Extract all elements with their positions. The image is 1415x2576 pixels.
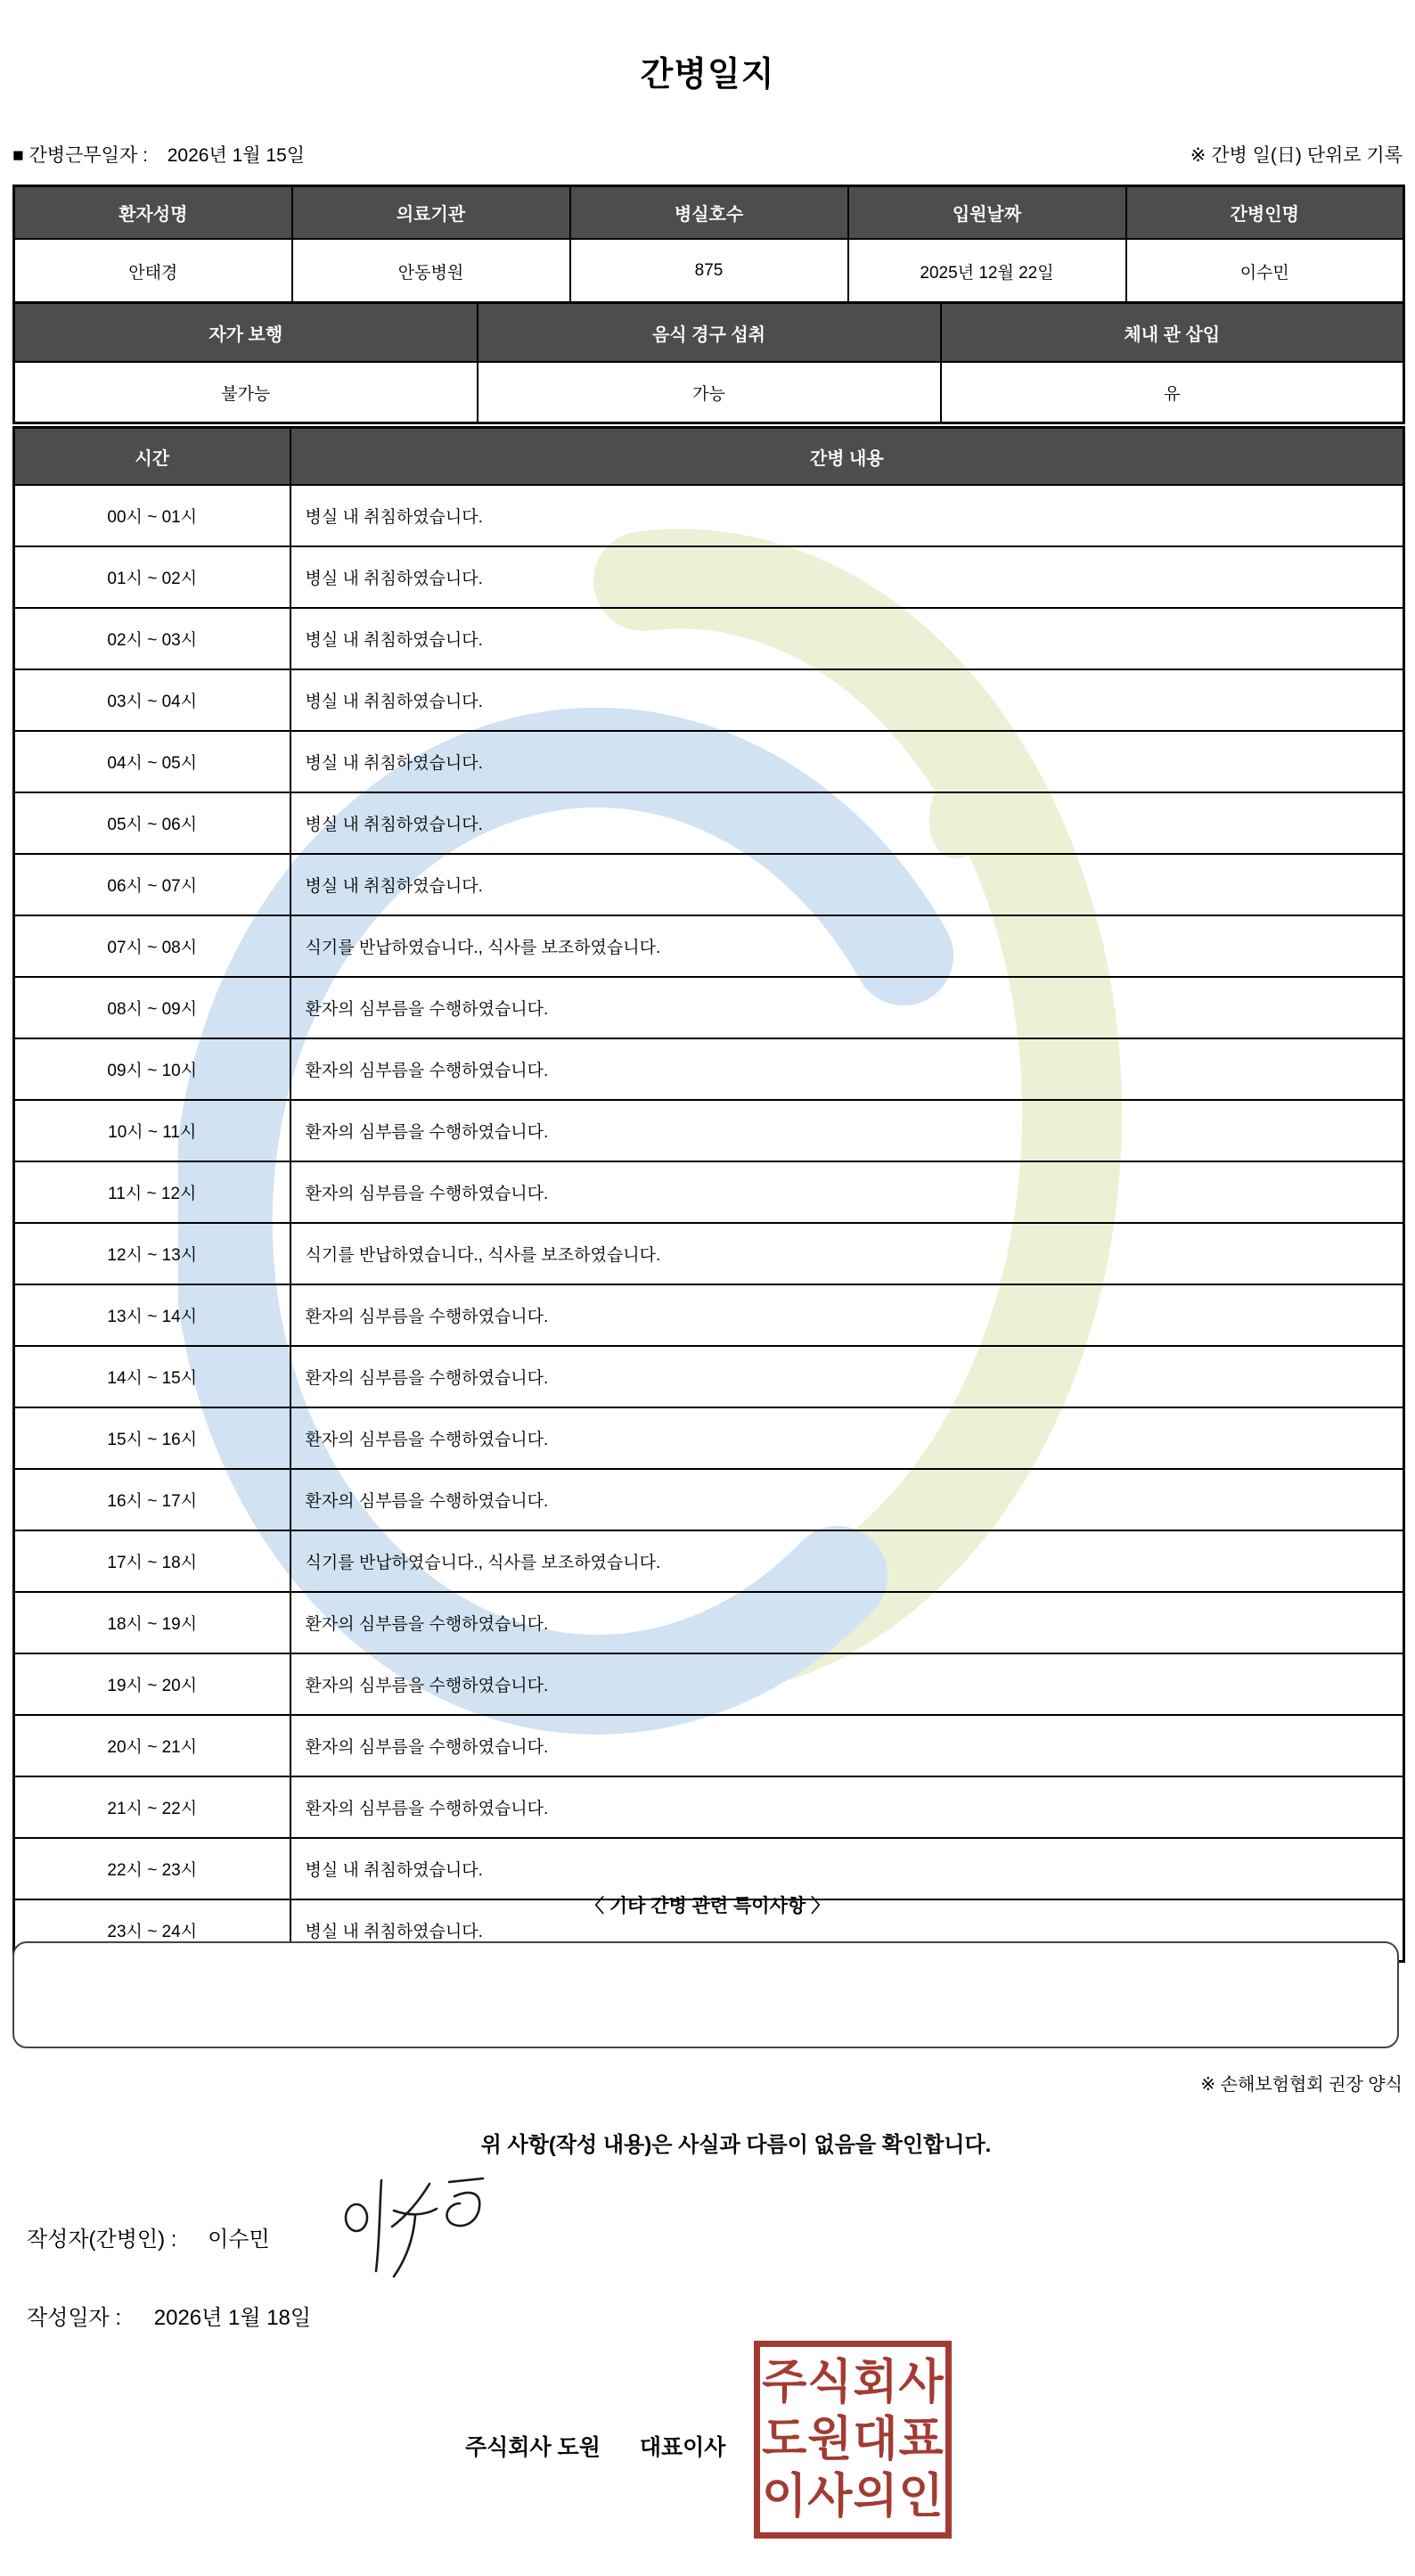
care-row-content: 병실 내 취침하였습니다. (290, 731, 1404, 792)
stamp-line-3: 이사의인 (761, 2470, 945, 2523)
care-row-time: 15시 ~ 16시 (14, 1407, 290, 1469)
care-row (14, 1223, 1404, 1284)
care-row-content: 환자의 심부름을 수행하였습니다. (290, 1038, 1404, 1100)
care-row-content: 병실 내 취침하였습니다. (290, 546, 1404, 608)
care-row-time: 11시 ~ 12시 (14, 1161, 290, 1223)
care-row-time: 12시 ~ 13시 (14, 1223, 290, 1284)
care-row (14, 1161, 1404, 1223)
care-header-row (14, 428, 1404, 486)
care-row-content: 환자의 심부름을 수행하였습니다. (290, 1407, 1404, 1469)
oral-intake-value: 가능 (478, 362, 941, 423)
header-caregiver-name: 간병인명 (1126, 186, 1404, 240)
care-row (14, 1038, 1404, 1100)
care-row-content: 식기를 반납하였습니다., 식사를 보조하였습니다. (290, 1530, 1404, 1592)
header-oral-intake: 음식 경구 섭취 (478, 303, 941, 363)
care-row-content: 환자의 심부름을 수행하였습니다. (290, 977, 1404, 1038)
care-table-body (14, 485, 1404, 1962)
care-row-time: 07시 ~ 08시 (14, 915, 290, 977)
confirmation-statement: 위 사항(작성 내용)은 사실과 다름이 없음을 확인합니다. (480, 2133, 992, 2157)
care-row-content: 병실 내 취침하였습니다. (290, 669, 1404, 731)
stamp-line-2: 도원대표 (761, 2413, 945, 2465)
care-row-content: 환자의 심부름을 수행하였습니다. (290, 1592, 1404, 1653)
care-row (14, 1592, 1404, 1653)
care-row-content: 환자의 심부름을 수행하였습니다. (290, 1284, 1404, 1346)
header-time: 시간 (14, 428, 290, 486)
hospital-name: 안동병원 (292, 239, 570, 304)
care-row-time: 08시 ~ 09시 (14, 977, 290, 1038)
care-row (14, 1407, 1404, 1469)
care-row-content: 환자의 심부름을 수행하였습니다. (290, 1469, 1404, 1530)
care-row-content: 환자의 심부름을 수행하였습니다. (290, 1161, 1404, 1223)
header-self-walking: 자가 보행 (14, 303, 478, 363)
care-row (14, 1530, 1404, 1592)
stamp-line-1: 주식회사 (761, 2356, 945, 2408)
care-row-time: 19시 ~ 20시 (14, 1653, 290, 1715)
care-row-time: 10시 ~ 11시 (14, 1100, 290, 1161)
care-row (14, 792, 1404, 854)
patient-name: 안태경 (14, 239, 292, 304)
room-number: 875 (570, 239, 848, 304)
notes-section-title: 〈 기타 간병 관련 특이사항 〉 (585, 1896, 830, 1916)
care-row-time: 22시 ~ 23시 (14, 1838, 290, 1899)
self-walking-value: 불가능 (14, 362, 478, 423)
writer-line (27, 2221, 270, 2252)
header-hospital: 의료기관 (292, 186, 570, 240)
care-row-time: 17시 ~ 18시 (14, 1530, 290, 1592)
care-row-time: 16시 ~ 17시 (14, 1469, 290, 1530)
care-row-content: 병실 내 취침하였습니다. (290, 1899, 1404, 1962)
care-row (14, 669, 1404, 731)
patient-info-table (12, 185, 1405, 305)
care-row (14, 485, 1404, 546)
header-care-content: 간병 내용 (290, 428, 1404, 486)
care-row (14, 1284, 1404, 1346)
admission-date: 2025년 12월 22일 (848, 239, 1126, 304)
care-row-time: 01시 ~ 02시 (14, 546, 290, 608)
care-row-content: 환자의 심부름을 수행하였습니다. (290, 1346, 1404, 1407)
company-title: 대표이사 (639, 2435, 726, 2460)
care-row-content: 환자의 심부름을 수행하였습니다. (290, 1776, 1404, 1838)
care-row (14, 1469, 1404, 1530)
care-row (14, 1838, 1404, 1899)
care-row-time: 21시 ~ 22시 (14, 1776, 290, 1838)
care-row-content: 병실 내 취침하였습니다. (290, 854, 1404, 915)
status-value-row (14, 362, 1404, 423)
care-row-time: 18시 ~ 19시 (14, 1592, 290, 1653)
care-row-time: 13시 ~ 14시 (14, 1284, 290, 1346)
work-date-value: 2026년 1월 15일 (167, 145, 306, 166)
tube-inserted-value: 유 (941, 362, 1404, 423)
writer-name: 이수민 (208, 2227, 270, 2252)
care-row-time: 03시 ~ 04시 (14, 669, 290, 731)
care-row-time: 02시 ~ 03시 (14, 608, 290, 669)
patient-value-row (14, 239, 1404, 304)
page-title: 간병일지 (640, 56, 775, 94)
care-row-time: 05시 ~ 06시 (14, 792, 290, 854)
care-row-content: 식기를 반납하였습니다., 식사를 보조하였습니다. (290, 915, 1404, 977)
care-row (14, 854, 1404, 915)
care-row-content: 병실 내 취침하였습니다. (290, 485, 1404, 546)
care-row-content: 환자의 심부름을 수행하였습니다. (290, 1653, 1404, 1715)
patient-header-row (14, 186, 1404, 240)
written-date-label: 작성일자 : (27, 2306, 122, 2330)
company-name: 주식회사 도원 (465, 2435, 601, 2460)
written-date-value: 2026년 1월 18일 (153, 2306, 312, 2330)
care-row (14, 1653, 1404, 1715)
care-row (14, 1100, 1404, 1161)
care-row-content: 환자의 심부름을 수행하였습니다. (290, 1715, 1404, 1776)
writer-label: 작성자(간병인) : (27, 2227, 177, 2252)
care-row-time: 04시 ~ 05시 (14, 731, 290, 792)
care-row-time: 23시 ~ 24시 (14, 1899, 290, 1962)
care-row (14, 1346, 1404, 1407)
header-admission-date: 입원날짜 (848, 186, 1126, 240)
header-tube-inserted: 체내 관 삽입 (941, 303, 1404, 363)
care-row-content: 병실 내 취침하였습니다. (290, 792, 1404, 854)
care-row (14, 731, 1404, 792)
care-row-content: 환자의 심부름을 수행하였습니다. (290, 1100, 1404, 1161)
care-row-time: 14시 ~ 15시 (14, 1346, 290, 1407)
care-row (14, 546, 1404, 608)
patient-status-table (12, 301, 1405, 424)
care-row (14, 977, 1404, 1038)
care-row-content: 병실 내 취침하였습니다. (290, 608, 1404, 669)
header-room-number: 병실호수 (570, 186, 848, 240)
form-standard-note: ※ 손해보험협회 권장 양식 (1200, 2075, 1403, 2095)
work-date-label: ■ 간병근무일자 : (12, 145, 148, 166)
care-row-time: 06시 ~ 07시 (14, 854, 290, 915)
care-log-table (12, 426, 1405, 1963)
unit-note: ※ 간병 일(日) 단위로 기록 (1190, 145, 1403, 166)
work-date-line (12, 141, 305, 168)
care-row-content: 병실 내 취침하였습니다. (290, 1838, 1404, 1899)
status-header-row (14, 303, 1404, 363)
care-row (14, 1715, 1404, 1776)
care-row (14, 608, 1404, 669)
header-patient-name: 환자성명 (14, 186, 292, 240)
caregiver-name: 이수민 (1126, 239, 1404, 304)
care-row (14, 915, 1404, 977)
care-row-time: 20시 ~ 21시 (14, 1715, 290, 1776)
company-line (465, 2430, 725, 2462)
care-row-content: 식기를 반납하였습니다., 식사를 보조하였습니다. (290, 1223, 1404, 1284)
corporate-seal-stamp (754, 2341, 952, 2539)
care-row (14, 1776, 1404, 1838)
handwritten-signature (340, 2171, 519, 2305)
care-row-time: 00시 ~ 01시 (14, 485, 290, 546)
care-row-time: 09시 ~ 10시 (14, 1038, 290, 1100)
notes-input-box[interactable] (12, 1941, 1399, 2048)
written-date-line (27, 2300, 311, 2331)
